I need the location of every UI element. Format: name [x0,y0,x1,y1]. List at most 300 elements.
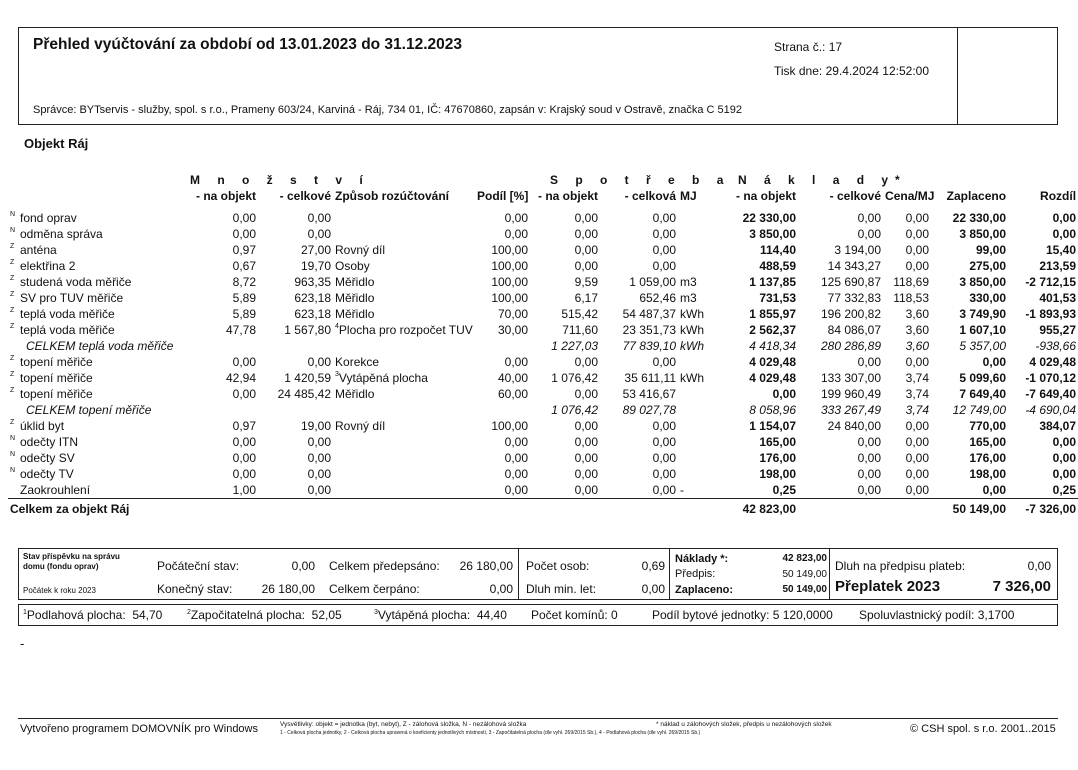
cell-paid: 198,00 [969,467,1007,481]
cell-unit: kWh [680,371,705,385]
cell-share: 100,00 [491,419,529,433]
heated-area: $^3$Vytápěná plocha: 44,40 [374,608,507,622]
component-type-mark: Z [10,259,15,266]
cell-method [333,242,475,258]
cell-unit-price: 0,00 [905,243,930,257]
cell-diff: 0,00 [1052,451,1077,465]
persons-value: 0,69 [641,559,665,573]
report-title: Přehled vyúčtování za období od 13.01.2023 do 31.12.2023 [33,36,463,53]
cell-unit [678,418,708,434]
cell-unit [678,258,708,274]
cell-cost-total: 0,00 [857,227,882,241]
item-name [8,370,188,386]
cell-diff: -1 070,12 [1025,371,1077,385]
coowner-share: Spoluvlastnický podíl: 3,1700 [859,608,1015,622]
cell-paid: 3 749,90 [959,307,1007,321]
cell-cons-total: 53 416,67 [622,387,677,401]
component-type-mark: Z [10,291,15,298]
cell-qty-total: 0,00 [307,451,332,465]
cell-cost-total: 0,00 [857,435,882,449]
empty-cell [333,338,475,354]
cell-diff: 0,25 [1052,483,1077,497]
item-name [8,258,188,274]
cell-cons-object: 0,00 [574,467,599,481]
object-title: Objekt Ráj [24,136,89,151]
start-year-label: Počátek k roku 2023 [23,586,96,595]
cell-paid: 22 330,00 [952,211,1007,225]
cell-share: 100,00 [491,243,529,257]
cell-qty-object: 0,67 [232,259,256,273]
cell-price: 3,60 [905,339,930,353]
cell-cost-object: 3 850,00 [749,227,797,241]
cell-diff: 4 029,48 [1029,355,1077,369]
table-row [8,450,1078,466]
cell-cost-total: 0,00 [857,451,882,465]
col-share: Podíl [%] [477,189,529,203]
cell-diff: -4 690,04 [1025,403,1077,417]
item-label: topení měřiče [20,355,93,369]
debt-value: 0,00 [1027,559,1051,573]
cell-qty-total: 1 420,59 [284,371,332,385]
item-label: úklid byt [20,419,65,433]
fund-status-label: Stav příspěvku na správu domu (fondu oprav) [23,552,120,571]
cell-no: 4 418,34 [749,339,797,353]
item-label: SV pro TUV měřiče [20,291,124,305]
cell-qty-total: 24 485,42 [277,387,332,401]
table-row [8,226,1078,242]
component-type-mark: Z [10,419,15,426]
item-name [8,226,188,242]
cell-cons-total: 0,00 [652,467,677,481]
cell-qty-object: 0,00 [232,451,256,465]
cell-cost-total: 125 690,87 [820,275,882,289]
method-label: Vytápěná plocha [338,371,428,385]
col-method: Způsob rozúčtování [335,189,450,203]
cell-qty-object: 0,00 [232,467,256,481]
cell-qty-total: 0,00 [307,467,332,481]
cell-cons-total: 0,00 [652,227,677,241]
cell-ct: 77 839,10 [622,339,677,353]
cell-qty-total: 0,00 [307,211,332,225]
cell-cost-total: 0,00 [857,355,882,369]
cell-co: 1 227,03 [551,339,599,353]
initial-label: Počáteční stav: [157,559,240,573]
cell-unit-price: 0,00 [905,467,930,481]
final-label: Konečný stav: [157,582,233,596]
cell-cost-total: 0,00 [857,211,882,225]
cell-paid: 5 099,60 [959,371,1007,385]
method-label: Měřidlo [335,387,375,401]
summary-divider-2 [669,549,670,599]
item-label: topení měřiče [20,387,93,401]
copyright: © CSH spol. s r.o. 2001..2015 [910,723,1056,735]
cell-qty-total: 19,00 [300,419,332,433]
cell-cost-object: 2 562,37 [749,323,797,337]
cell-cost-object: 1 855,97 [749,307,797,321]
cell-qty-object: 47,78 [225,323,256,337]
cell-cons-object: 0,00 [574,387,599,401]
method-label: Korekce [335,355,380,369]
chimney-count: Počet komínů: 0 [531,608,618,622]
cell-unit [678,354,708,370]
debt-label: Dluh na předpisu plateb: [835,559,966,573]
cell-unit-price: 0,00 [905,483,930,497]
min-debt-value: 0,00 [641,582,665,596]
column-header-row [8,188,1078,204]
cell-method [333,210,475,226]
paid-value: 50 149,00 [782,584,827,595]
legend-line-1: Vysvětlivky: objekt = jednotka (byt, nebyt), Z - zálohová složka, N - nezálohová složka [280,721,527,728]
cell-unit-price: 0,00 [905,355,930,369]
cell-method [333,306,475,322]
cell-cost-total: 84 086,07 [827,323,882,337]
cell-paid: 7 649,40 [959,387,1007,401]
summary-divider-1 [518,549,519,599]
cell-qty-total: 963,35 [294,275,332,289]
final-value: 26 180,00 [261,582,315,596]
cell-cons-total: 0,00 [652,483,677,497]
component-type-mark: N [10,211,16,218]
cell-qty-total: 623,18 [294,291,332,305]
cell-unit: - [680,483,685,497]
cell-unit [678,210,708,226]
billing-table [8,172,1078,518]
table-row [8,210,1078,226]
method-label: Měřidlo [335,275,375,289]
item-label: teplá voda měřiče [20,323,115,337]
item-label: studená voda měřiče [20,275,132,289]
cell-paid: 99,00 [976,243,1007,257]
cell-unit [678,450,708,466]
cell-qty-object: 0,00 [232,435,256,449]
cell-qty-object: 0,97 [232,243,256,257]
table-row [8,418,1078,434]
cell-cost-object: 4 029,48 [749,355,797,369]
cell-diff: 401,53 [1039,291,1077,305]
created-by: Vytvořeno programem DOMOVNÍK pro Windows [20,723,258,735]
cell-cons-object: 9,59 [574,275,599,289]
cell-cons-total: 0,00 [652,451,677,465]
cell-qty-object: 5,89 [232,307,256,321]
table-row [8,386,1078,402]
cell-share: 100,00 [491,259,529,273]
cell-paid: 176,00 [969,451,1007,465]
cell-unit-price: 118,69 [893,275,930,289]
cell-diff: 15,40 [1046,243,1077,257]
report-header [18,27,1058,125]
cell-cons-object: 0,00 [574,259,599,273]
dash-mark: - [20,636,25,651]
cell-cons-object: 0,00 [574,451,599,465]
cell-unit-price: 3,60 [905,323,930,337]
item-label: elektřina 2 [20,259,76,273]
cell-cons-total: 0,00 [652,435,677,449]
summary-divider-3 [829,549,830,599]
drawn-label: Celkem čerpáno: [329,582,420,596]
cell-qty-object: 5,89 [232,291,256,305]
cell-diff: 955,27 [1039,323,1077,337]
cell-paid: 3 850,00 [959,227,1007,241]
cell-qty-total: 623,18 [294,307,332,321]
cell-share: 60,00 [497,387,529,401]
item-label: odměna správa [20,227,103,241]
cell-qty-object: 0,97 [232,419,256,433]
unit-share: Podíl bytové jednotky: 5 120,0000 [652,608,833,622]
header-divider [957,28,958,125]
item-name [8,450,188,466]
component-type-mark: N [10,435,16,442]
cell-cost-total: 24 840,00 [827,419,882,433]
cell-cost-total: 199 960,49 [820,387,882,401]
cell-unit [678,402,708,418]
result-value: 7 326,00 [992,578,1051,595]
bottom-rule [18,718,1058,719]
footnote-mark: 4 [335,323,339,330]
cell-cons-total: 35 611,11 [624,371,677,385]
cell-unit-price: 3,60 [905,307,930,321]
cell-paid: 0,00 [982,483,1007,497]
cell-qty-object: 8,72 [232,275,256,289]
cell-unit-price: 0,00 [905,419,930,433]
item-label: teplá voda měřiče [20,307,115,321]
total-cost-object: 42 823,00 [708,499,798,519]
cell-unit: kWh [680,339,705,353]
cell-unit-price: 118,53 [893,291,930,305]
cell-paid: 275,00 [969,259,1007,273]
cell-unit: kWh [680,323,705,337]
empty-cell [475,338,530,354]
component-type-mark: N [10,467,16,474]
method-label: Plocha pro rozpočet TUV [338,323,473,337]
cell-qty-total: 0,00 [307,227,332,241]
cell-cons-total: 0,00 [652,419,677,433]
drawn-value: 0,00 [489,582,513,596]
cell-diff: 384,07 [1039,419,1077,433]
cell-share: 100,00 [491,291,529,305]
summary-box [18,548,1058,600]
subtotal-row [8,402,1078,418]
cell-method [333,482,475,499]
cell-cost-object: 4 029,48 [749,371,797,385]
total-diff: -7 326,00 [1008,499,1078,519]
cell-qty-object: 42,94 [225,371,256,385]
cell-unit-price: 3,74 [905,371,930,385]
cell-unit [678,386,708,402]
cell-paid: 0,00 [982,355,1007,369]
min-debt-label: Dluh min. let: [526,582,597,596]
cell-cons-object: 0,00 [574,419,599,433]
cell-qty-object: 0,00 [232,387,256,401]
cell-cost-object: 488,59 [759,259,797,273]
floor-area: $^1$Podlahová plocha: 54,70 [23,608,163,622]
table-row [8,322,1078,338]
page-number: Strana č.: 17 [774,40,843,54]
cell-diff: 0,00 [1052,227,1077,241]
cell-cons-object: 6,17 [574,291,599,305]
empty-cell [475,402,530,418]
subtotal-label: CELKEM topení měřiče [26,403,152,417]
persons-label: Počet osob: [526,559,590,573]
table-row [8,258,1078,274]
cell-cons-total: 652,46 [639,291,677,305]
item-name [8,386,188,402]
cell-cost-object: 0,25 [772,483,797,497]
costs-value: 42 823,00 [782,553,827,564]
cell-paid: 330,00 [969,291,1007,305]
prescribed-value: 26 180,00 [459,559,513,573]
cell-paid: 165,00 [969,435,1007,449]
legend-line-2: 1 - Celková plocha jednotky, 2 - Celková plocha upravená o koeficienty jednotlivých místností, 3 - Započitatelná plocha (dle vyhl. 269/2015 Sb.), 4 - Podlahová plocha (dle vyhl. 269/2015 Sb.) [280,730,701,736]
cell-co: 1 076,42 [551,403,599,417]
cell-unit: kWh [680,307,705,321]
cell-unit [678,242,708,258]
initial-value: 0,00 [291,559,315,573]
component-type-mark: Z [10,387,15,394]
cell-share: 30,00 [497,323,529,337]
cell-cons-total: 0,00 [652,355,677,369]
cell-cost-object: 198,00 [759,467,797,481]
cell-cons-object: 0,00 [574,355,599,369]
cell-qty-total: 0,00 [307,435,332,449]
subtotal-label: CELKEM teplá voda měřiče [26,339,174,353]
legend-line-1b: * náklad u zálohových složek, předpis u nezálohových složek [656,721,832,728]
component-type-mark: Z [10,323,15,330]
cell-cost-total: 14 343,27 [827,259,882,273]
cell-diff: 0,00 [1052,211,1077,225]
cell-cost-object: 731,53 [759,291,797,305]
cell-cost-object: 165,00 [759,435,797,449]
cell-unit-price: 0,00 [905,227,930,241]
cell-unit-price: 3,74 [905,387,930,401]
item-name [8,290,188,306]
manager-info: Správce: BYTservis - služby, spol. s r.o., Prameny 603/24, Karviná - Ráj, 734 01, IČ: 47670860, zapsán v: Krajský soud v Ostravě, značka C 5192 [33,104,743,116]
total-paid: 50 149,00 [931,499,1008,519]
table-row [8,290,1078,306]
table-row [8,434,1078,450]
result-label: Přeplatek 2023 [835,578,941,595]
cell-method [333,290,475,306]
col-qty-total: - celkové [279,189,332,203]
cell-cost-total: 133 307,00 [820,371,882,385]
cell-cost-total: 77 332,83 [827,291,882,305]
item-label: anténa [20,243,57,257]
col-cons-object: - na objekt [538,189,599,203]
col-unit: MJ [680,189,697,203]
method-label: Měřidlo [335,291,375,305]
cell-cons-object: 711,60 [562,323,599,337]
method-label: Rovný díl [335,243,386,257]
cell-nt: 280 286,89 [820,339,882,353]
cell-cons-object: 0,00 [574,243,599,257]
cell-cost-object: 0,00 [772,387,797,401]
item-label: fond oprav [20,211,77,225]
cell-cons-total: 54 487,37 [622,307,677,321]
col-unit-price: Cena/MJ [885,189,935,203]
col-paid: Zaplaceno [946,189,1007,203]
cell-method [333,434,475,450]
col-cost-object: - na objekt [736,189,797,203]
group-consumption: S p o t ř e b a [550,173,731,187]
cell-unit-price: 0,00 [905,435,930,449]
cell-cost-total: 0,00 [857,467,882,481]
cell-cost-object: 22 330,00 [742,211,797,225]
cell-share: 0,00 [504,355,529,369]
table-row [8,306,1078,322]
cell-cost-object: 176,00 [759,451,797,465]
cell-cons-total: 1 059,00 [629,275,677,289]
cell-method [333,386,475,402]
prescription-value: 50 149,00 [782,569,827,580]
component-type-mark: Z [10,371,15,378]
cell-cons-object: 0,00 [574,483,599,497]
group-costs: N á k l a d y* [738,173,907,187]
cell-unit-price: 0,00 [905,451,930,465]
cell-cons-object: 1 076,42 [551,371,599,385]
cell-unit [678,466,708,482]
item-name [8,322,188,338]
cell-paid: 5 357,00 [959,339,1007,353]
item-name [8,306,188,322]
cell-cons-total: 0,00 [652,211,677,225]
col-diff: Rozdíl [1040,189,1077,203]
cell-method [333,322,475,338]
method-label: Měřidlo [335,307,375,321]
cell-unit [678,226,708,242]
cell-unit: m3 [680,275,697,289]
footnote-mark: 3 [335,371,339,378]
cell-share: 0,00 [504,467,529,481]
method-label: Osoby [335,259,370,273]
cell-nt: 333 267,49 [820,403,882,417]
cell-cost-object: 114,40 [759,243,797,257]
counted-area: $^2$Započitatelná plocha: 52,05 [187,608,342,622]
component-type-mark: N [10,451,16,458]
item-name [8,418,188,434]
cell-method [333,418,475,434]
cell-diff: -2 712,15 [1025,275,1077,289]
print-date: Tisk dne: 29.4.2024 12:52:00 [774,64,930,78]
group-header-row [8,172,1078,188]
cell-share: 40,00 [497,371,529,385]
cell-diff: 0,00 [1052,435,1077,449]
subtotal-row [8,338,1078,354]
item-name [8,434,188,450]
cell-cons-object: 515,42 [561,307,599,321]
cell-qty-object: 0,00 [232,227,256,241]
group-quantity: M n o ž s t v í [190,173,370,187]
cell-share: 0,00 [504,227,529,241]
component-type-mark: Z [10,307,15,314]
table-row [8,354,1078,370]
cell-cost-total: 0,00 [857,483,882,497]
cell-diff: 0,00 [1052,467,1077,481]
cell-share: 0,00 [504,451,529,465]
cell-share: 0,00 [504,483,529,497]
cell-method [333,274,475,290]
cell-method [333,450,475,466]
cell-qty-total: 0,00 [307,483,332,497]
cell-diff: -938,66 [1035,339,1077,353]
cell-qty-object: 0,00 [232,355,256,369]
cell-share: 0,00 [504,211,529,225]
item-name [8,354,188,370]
item-name [8,466,188,482]
cell-qty-object: 1,00 [232,483,256,497]
component-type-mark: Z [10,275,15,282]
component-type-mark: Z [10,243,15,250]
item-name [8,242,188,258]
cell-cost-total: 3 194,00 [834,243,882,257]
